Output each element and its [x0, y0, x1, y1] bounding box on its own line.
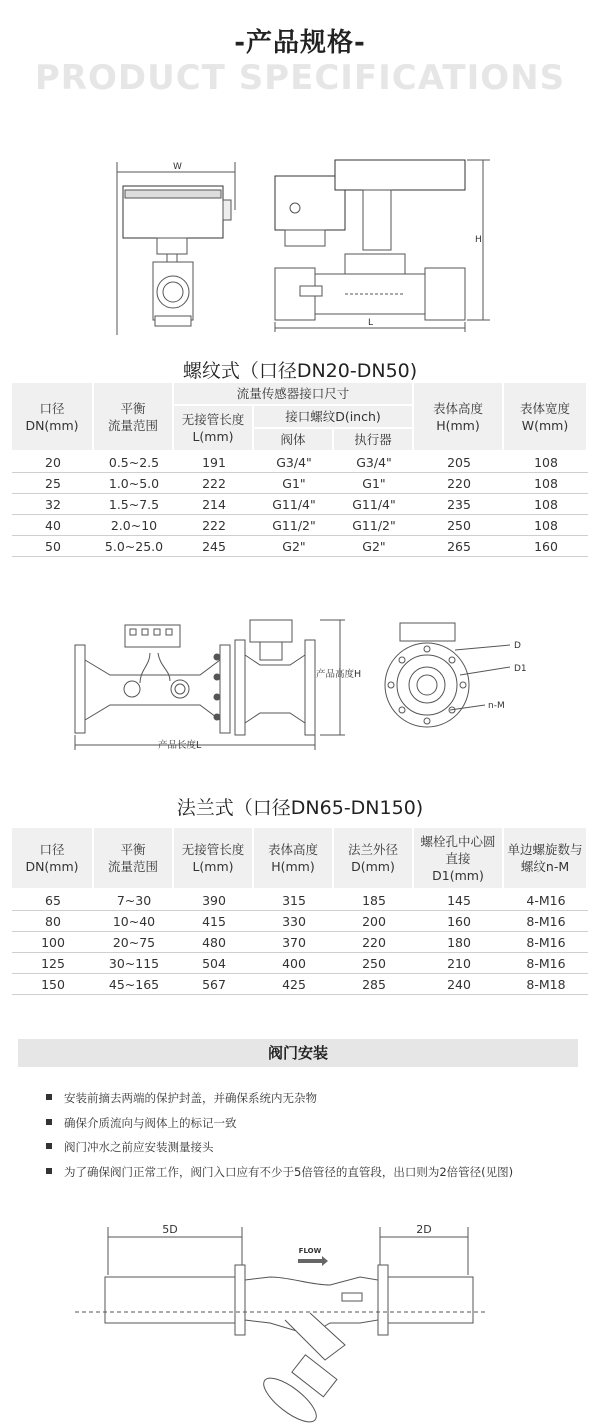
cell: 400: [254, 953, 334, 974]
cell: 160: [414, 911, 504, 932]
cell: 8-M16: [504, 953, 588, 974]
col-header-width: [504, 383, 588, 452]
list-item: [40, 1139, 580, 1164]
col-header-bolts: [504, 828, 588, 890]
cell: 1.0~5.0: [94, 473, 174, 494]
cell: 220: [414, 473, 504, 494]
list-item-text: 为了确保阀门正常工作，阀门入口应有不少于5倍管径的直管段，出口则为2倍管径(见图): [64, 1164, 514, 1179]
cell: 108: [504, 452, 588, 473]
d-label: D: [514, 641, 521, 651]
cell: 370: [254, 932, 334, 953]
cell: 10~40: [94, 911, 174, 932]
list-item-text: 阀门冲水之前应安装测量接头: [64, 1140, 214, 1154]
install-section-header: 阀门安装: [18, 1039, 578, 1067]
cell: 265: [414, 536, 504, 557]
cell: 32: [12, 494, 94, 515]
d1-label: D1: [514, 664, 527, 674]
table-row: [12, 473, 588, 494]
cell: G3/4": [254, 452, 334, 473]
list-item: [40, 1115, 580, 1140]
cell: 245: [174, 536, 254, 557]
threaded-spec-table: [12, 383, 588, 557]
col-header-flange-diameter: [334, 828, 414, 890]
cell: 40: [12, 515, 94, 536]
cell: 180: [414, 932, 504, 953]
cell: G11/2": [334, 515, 414, 536]
header-text: 口径 DN(mm): [25, 842, 79, 874]
list-item: [40, 1164, 580, 1189]
cell: 240: [414, 974, 504, 995]
cell: 45~165: [94, 974, 174, 995]
flanged-spec-table: [12, 828, 588, 995]
table-row: [12, 974, 588, 995]
cell: 222: [174, 515, 254, 536]
table-row: [12, 890, 588, 911]
cell: 150: [12, 974, 94, 995]
cell: 160: [504, 536, 588, 557]
cell: G3/4": [334, 452, 414, 473]
col-header-flow: [94, 383, 174, 452]
threaded-valve-diagram: [95, 150, 505, 340]
cell: 250: [414, 515, 504, 536]
installation-pipe-diagram: [70, 1215, 490, 1425]
flow-label: FLOW: [298, 1247, 322, 1255]
cell: 80: [12, 911, 94, 932]
header-text: 表体高度 H(mm): [432, 400, 483, 433]
cell: 504: [174, 953, 254, 974]
table-row: [12, 536, 588, 557]
cell: 108: [504, 494, 588, 515]
col-header-flow: [94, 828, 174, 890]
header-text: 表体宽度 W(mm): [519, 400, 570, 433]
cell: 2.0~10: [94, 515, 174, 536]
header-text: 表体高度 H(mm): [267, 842, 318, 874]
bullet-icon: [46, 1094, 52, 1100]
cell: 108: [504, 473, 588, 494]
table-row: [12, 953, 588, 974]
threaded-section-title: 螺纹式（口径DN20-DN50): [182, 360, 418, 382]
w-dimension-label: W: [173, 162, 182, 172]
col-header-group: 流量传感器接口尺寸: [174, 383, 414, 406]
list-item-text: 安装前摘去两端的保护封盖，并确保系统内无杂物: [64, 1091, 317, 1105]
cell: 480: [174, 932, 254, 953]
table-row: [12, 911, 588, 932]
cell: 8-M18: [504, 974, 588, 995]
col-header-no-pipe: [174, 406, 254, 452]
cell: 285: [334, 974, 414, 995]
cell: 125: [12, 953, 94, 974]
cell: 220: [334, 932, 414, 953]
cell: G2": [334, 536, 414, 557]
cell: 1.5~7.5: [94, 494, 174, 515]
cell: 20~75: [94, 932, 174, 953]
cell: 145: [414, 890, 504, 911]
page-subtitle-en: PRODUCT SPECIFICATIONS: [34, 58, 566, 98]
cell: 191: [174, 452, 254, 473]
flanged-section-title: 法兰式（口径DN65-DN150): [176, 797, 424, 819]
cell: 235: [414, 494, 504, 515]
bullet-icon: [46, 1143, 52, 1149]
header-text: 口径 DN(mm): [25, 400, 79, 433]
cell: 200: [334, 911, 414, 932]
cell: 8-M16: [504, 911, 588, 932]
l-dimension-label: L: [368, 318, 374, 328]
cell: 20: [12, 452, 94, 473]
cell: 205: [414, 452, 504, 473]
cell: 214: [174, 494, 254, 515]
list-item-text: 确保介质流向与阀体上的标记一致: [64, 1115, 237, 1130]
cell: 185: [334, 890, 414, 911]
header-text: 无接管长度 L(mm): [181, 842, 245, 874]
header-text: 法兰外径 D(mm): [347, 842, 398, 874]
col-header-height: [414, 383, 504, 452]
header-text: 平衡 流量范围: [107, 400, 158, 433]
col-header-valve: 阀体: [254, 429, 334, 452]
list-item: [40, 1090, 580, 1115]
cell: G11/4": [254, 494, 334, 515]
length-dimension-label: 产品长度L: [158, 740, 202, 751]
install-instructions-list: [40, 1090, 580, 1188]
cell: 0.5~2.5: [94, 452, 174, 473]
cell: G1": [334, 473, 414, 494]
header-text: 无接管长度 L(mm): [181, 412, 245, 444]
cell: 222: [174, 473, 254, 494]
header-text: 螺栓孔中心圆 直接 D1(mm): [420, 833, 496, 883]
height-dimension-label: 产品高度H: [316, 669, 362, 680]
cell: 415: [174, 911, 254, 932]
cell: 65: [12, 890, 94, 911]
cell: 330: [254, 911, 334, 932]
cell: 315: [254, 890, 334, 911]
h-dimension-label: H: [475, 235, 482, 245]
flow-arrow-icon: [298, 1256, 328, 1266]
header-text: 单边螺旋数与 螺纹n-M: [507, 842, 583, 874]
cell: G2": [254, 536, 334, 557]
cell: 100: [12, 932, 94, 953]
flanged-valve-diagram: [70, 605, 540, 760]
cell: 8-M16: [504, 932, 588, 953]
bullet-icon: [46, 1119, 52, 1125]
cell: G1": [254, 473, 334, 494]
cell: 425: [254, 974, 334, 995]
upstream-5d-label: 5D: [162, 1223, 178, 1236]
col-header-length: [174, 828, 254, 890]
bullet-icon: [46, 1168, 52, 1174]
cell: 390: [174, 890, 254, 911]
col-header-dn: [12, 383, 94, 452]
nm-label: n-M: [488, 701, 505, 711]
cell: 4-M16: [504, 890, 588, 911]
cell: 567: [174, 974, 254, 995]
cell: 210: [414, 953, 504, 974]
cell: 50: [12, 536, 94, 557]
table-row: [12, 932, 588, 953]
page-title: -产品规格-: [234, 28, 366, 58]
col-header-bolt-circle: [414, 828, 504, 890]
cell: 5.0~25.0: [94, 536, 174, 557]
table-row: [12, 515, 588, 536]
col-header-dn: [12, 828, 94, 890]
cell: 250: [334, 953, 414, 974]
downstream-2d-label: 2D: [416, 1223, 432, 1236]
cell: 25: [12, 473, 94, 494]
cell: G11/2": [254, 515, 334, 536]
table-row: [12, 494, 588, 515]
table-row: [12, 452, 588, 473]
cell: 7~30: [94, 890, 174, 911]
col-header-height: [254, 828, 334, 890]
header-text: 平衡 流量范围: [107, 842, 158, 874]
cell: 108: [504, 515, 588, 536]
col-header-actuator: 执行器: [334, 429, 414, 452]
cell: G11/4": [334, 494, 414, 515]
cell: 30~115: [94, 953, 174, 974]
col-header-thread: 接口螺纹D(inch): [254, 406, 414, 429]
